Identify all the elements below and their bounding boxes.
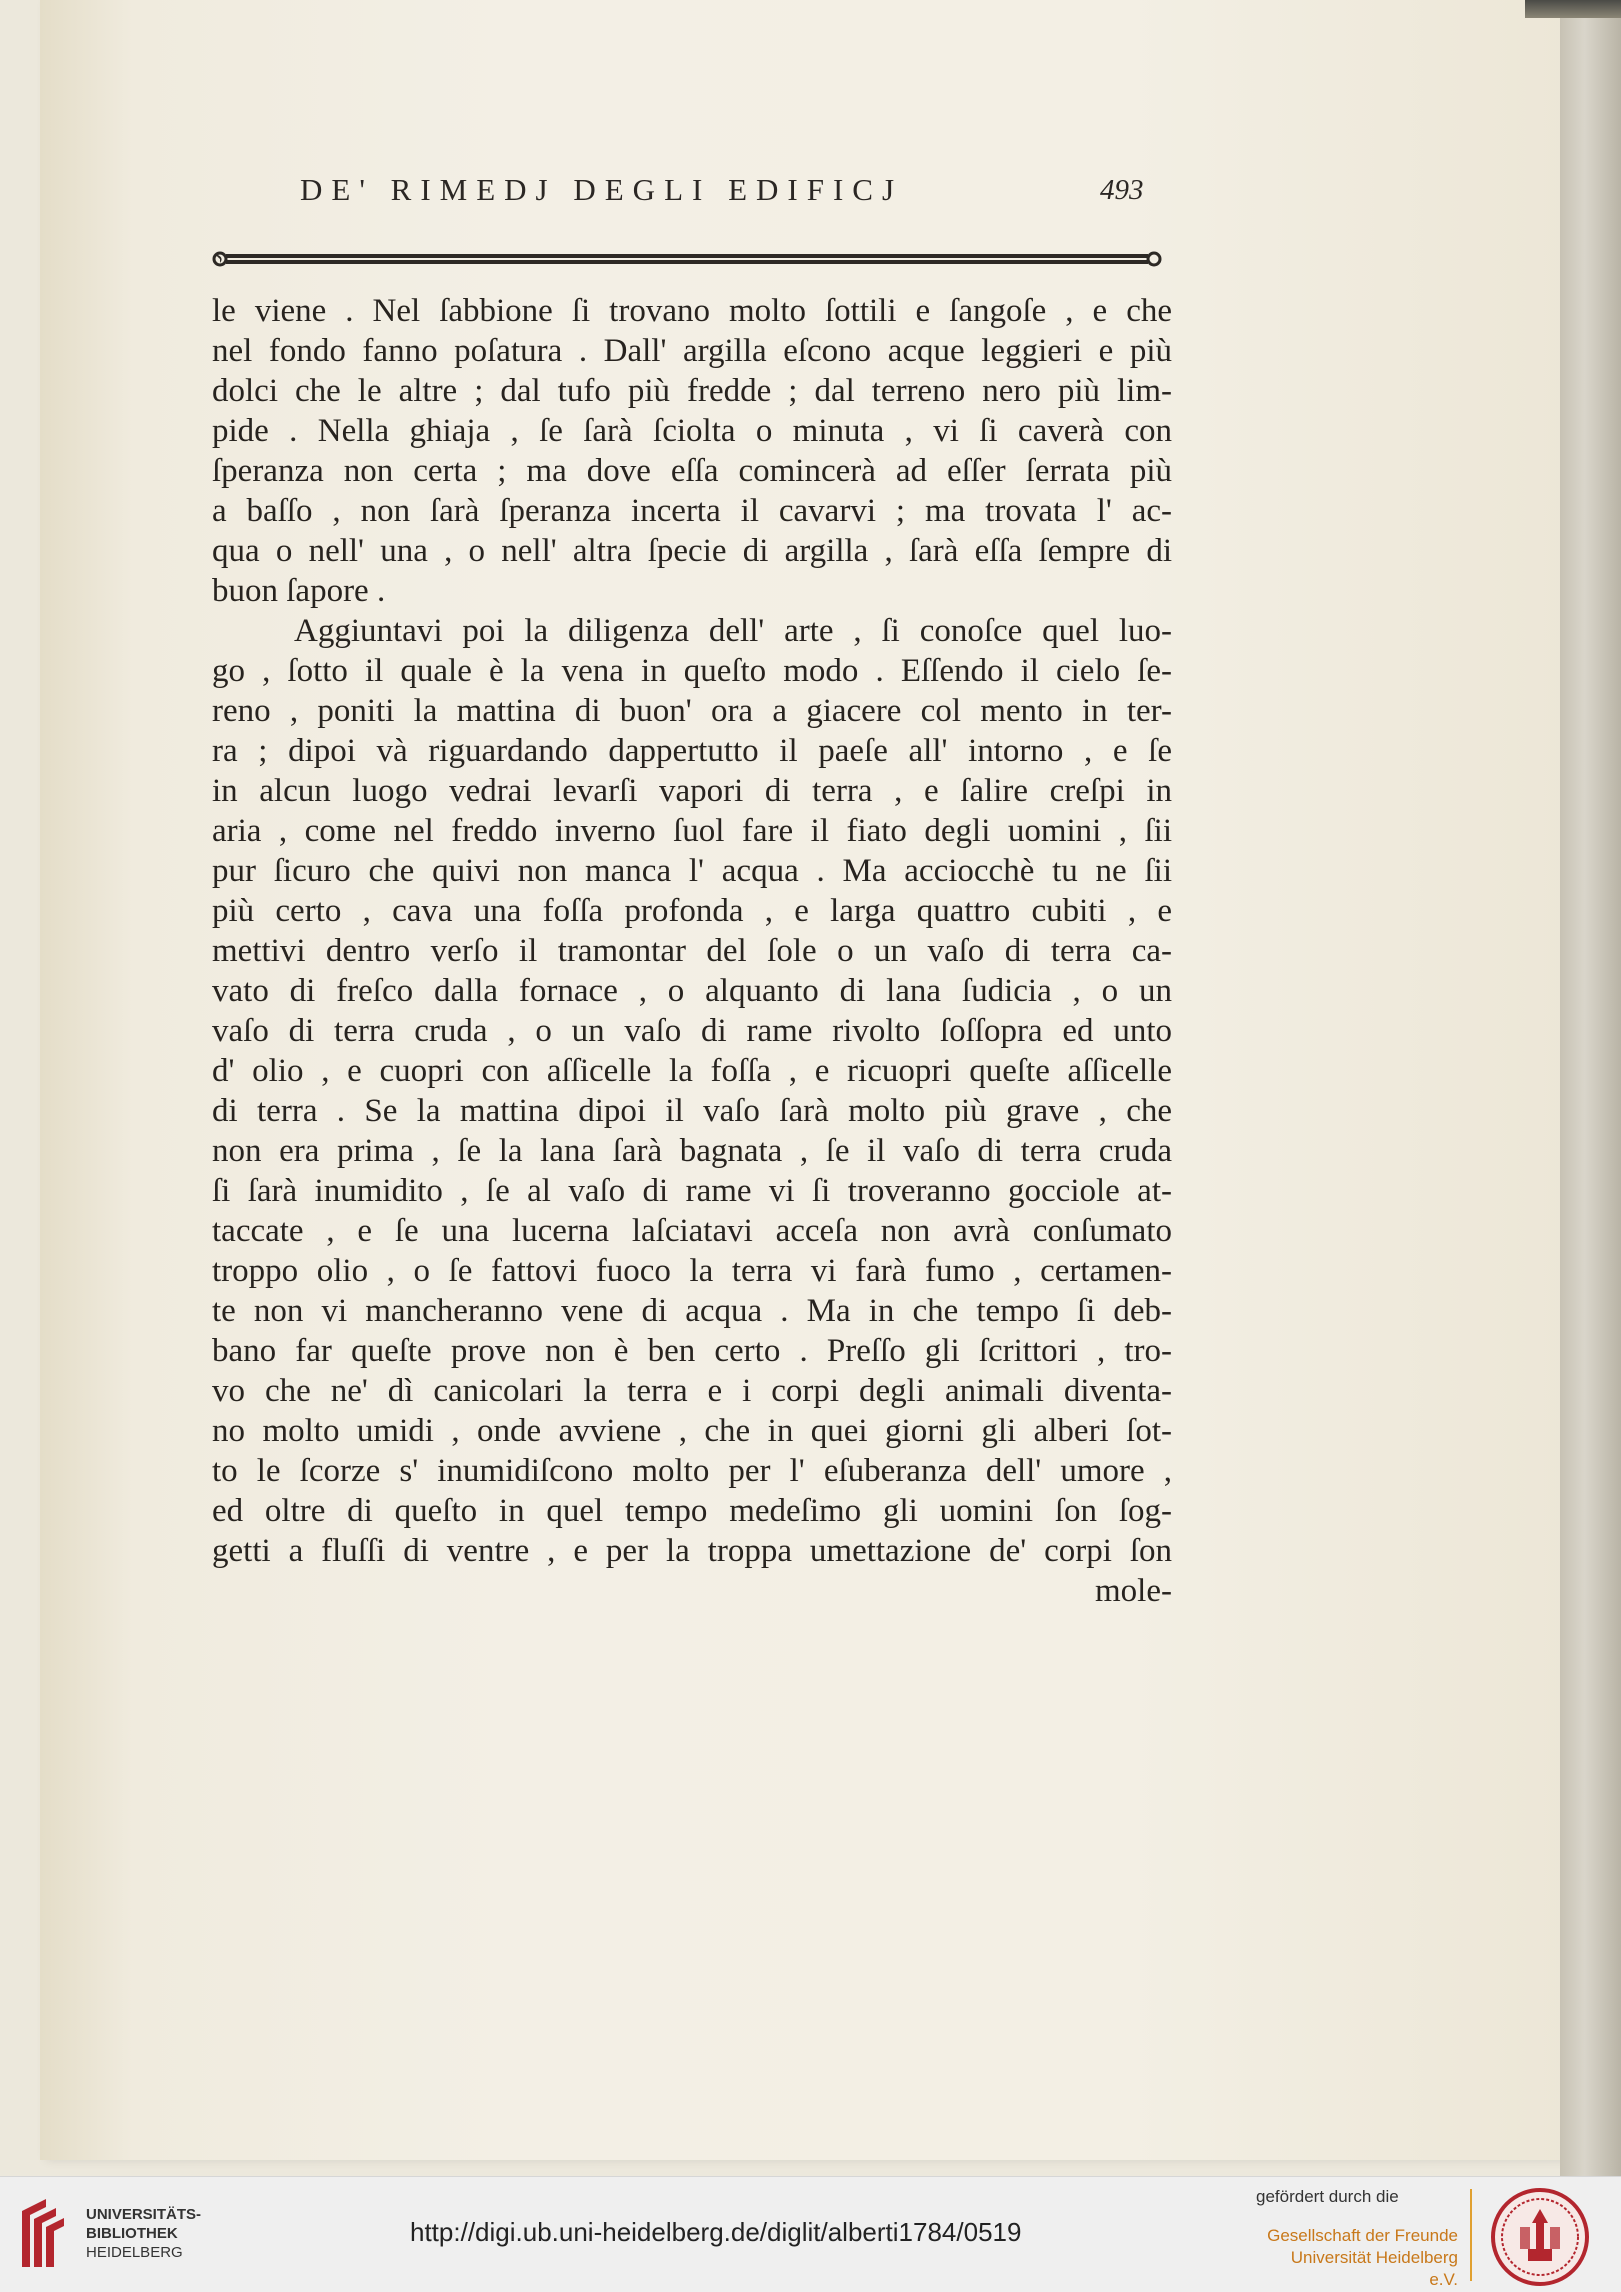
sponsor-name-line: Gesellschaft der Freunde <box>1267 2226 1458 2245</box>
library-name-line: BIBLIOTHEK <box>86 2225 178 2242</box>
text-line: nel fondo fanno poſatura . Dall' argilla eſcono acque leggieri e più <box>212 333 1172 369</box>
text-line: in alcun luogo vedrai levarſi vapori di terra , e ſalire creſpi in <box>212 773 1172 809</box>
binding-corner <box>1525 0 1621 18</box>
sponsor-divider <box>1470 2189 1472 2281</box>
university-library-logo-icon <box>16 2197 68 2269</box>
text-line: mettivi dentro verſo il tramontar del ſole o un vaſo di terra ca- <box>212 933 1172 969</box>
library-name-line: HEIDELBERG <box>86 2244 183 2261</box>
sponsor-label: gefördert durch die <box>1256 2187 1399 2206</box>
body-text <box>212 291 1172 1611</box>
text-line: vo che ne' dì canicolari la terra e i corpi degli animali diventa- <box>212 1373 1172 1409</box>
text-line: più certo , cava una foſſa profonda , e larga quattro cubiti , e <box>212 893 1172 929</box>
text-line: buon ſapore . <box>212 573 386 609</box>
running-title: DE' RIMEDJ DEGLI EDIFICJ <box>300 172 904 207</box>
page-header <box>290 172 1190 220</box>
header-ornamental-rule <box>208 248 1166 270</box>
ornament-rule-icon <box>208 248 1166 270</box>
digitization-footer <box>0 2176 1621 2292</box>
text-line: ra ; dipoi và riguardando dappertutto il paeſe all' intorno , e ſe <box>212 733 1172 769</box>
sponsor-name <box>1262 2225 1458 2291</box>
catchword: mole- <box>1095 1573 1172 1609</box>
paragraph-start-line: Aggiuntavi poi la diligenza dell' arte , ſi conoſce quel luo- <box>294 613 1172 649</box>
page-number: 493 <box>1100 174 1144 206</box>
text-line: d' olio , e cuopri con aſſicelle la foſſa , e ricuopri queſte aſſicelle <box>212 1053 1172 1089</box>
text-line: getti a fluſſi di ventre , e per la troppa umettazione de' corpi ſon <box>212 1533 1172 1569</box>
text-line: bano far queſte prove non è ben certo . Preſſo gli ſcrittori , tro- <box>212 1333 1172 1369</box>
text-line: non era prima , ſe la lana ſarà bagnata , ſe il vaſo di terra cruda <box>212 1133 1172 1169</box>
text-line: pur ſicuro che quivi non manca l' acqua . Ma acciocchè tu ne ſii <box>212 853 1172 889</box>
text-line: vato di freſco dalla fornace , o alquanto di lana ſudicia , o un <box>212 973 1172 1009</box>
text-line: taccate , e ſe una lucerna laſciatavi acceſa non avrà conſumato <box>212 1213 1172 1249</box>
text-line: to le ſcorze s' inumidiſcono molto per l' eſuberanza dell' umore , <box>212 1453 1172 1489</box>
text-line: dolci che le altre ; dal tufo più fredde ; dal terreno nero più lim- <box>212 373 1172 409</box>
text-line: ſperanza non certa ; ma dove eſſa comincerà ad eſſer ſerrata più <box>212 453 1172 489</box>
text-line: vaſo di terra cruda , o un vaſo di rame rivolto ſoſſopra ed unto <box>212 1013 1172 1049</box>
text-line: go , ſotto il quale è la vena in queſto modo . Eſſendo il cielo ſe- <box>212 653 1172 689</box>
text-line: ed oltre di queſto in quel tempo medeſimo gli uomini ſon ſog- <box>212 1493 1172 1529</box>
text-line: pide . Nella ghiaja , ſe ſarà ſciolta o minuta , vi ſi caverà con <box>212 413 1172 449</box>
page-edge <box>1560 0 1621 2176</box>
text-line: troppo olio , o ſe fattovi fuoco la terra vi farà fumo , certamen- <box>212 1253 1172 1289</box>
text-line: reno , poniti la mattina di buon' ora a giacere col mento in ter- <box>212 693 1172 729</box>
library-name <box>86 2205 201 2262</box>
university-seal-icon <box>1490 2187 1590 2287</box>
text-line: le viene . Nel ſabbione ſi trovano molto ſottili e ſangoſe , e che <box>212 293 1172 329</box>
text-line: te non vi mancheranno vene di acqua . Ma in che tempo ſi deb- <box>212 1293 1172 1329</box>
text-line: aria , come nel freddo inverno ſuol fare il fiato degli uomini , ſii <box>212 813 1172 849</box>
text-line: no molto umidi , onde avviene , che in quei giorni gli alberi ſot- <box>212 1413 1172 1449</box>
text-line: di terra . Se la mattina dipoi il vaſo ſarà molto più grave , che <box>212 1093 1172 1129</box>
text-line: a baſſo , non ſarà ſperanza incerta il cavarvi ; ma trovata l' ac- <box>212 493 1172 529</box>
library-name-line: UNIVERSITÄTS- <box>86 2206 202 2223</box>
text-line: qua o nell' una , o nell' altra ſpecie di argilla , ſarà eſſa ſempre di <box>212 533 1172 569</box>
permalink-url[interactable]: http://digi.ub.uni-heidelberg.de/diglit/alberti1784/0519 <box>410 2217 1022 2247</box>
text-line: ſi ſarà inumidito , ſe al vaſo di rame vi ſi troveranno gocciole at- <box>212 1173 1172 1209</box>
sponsor-name-line: Universität Heidelberg e.V. <box>1290 2248 1458 2289</box>
